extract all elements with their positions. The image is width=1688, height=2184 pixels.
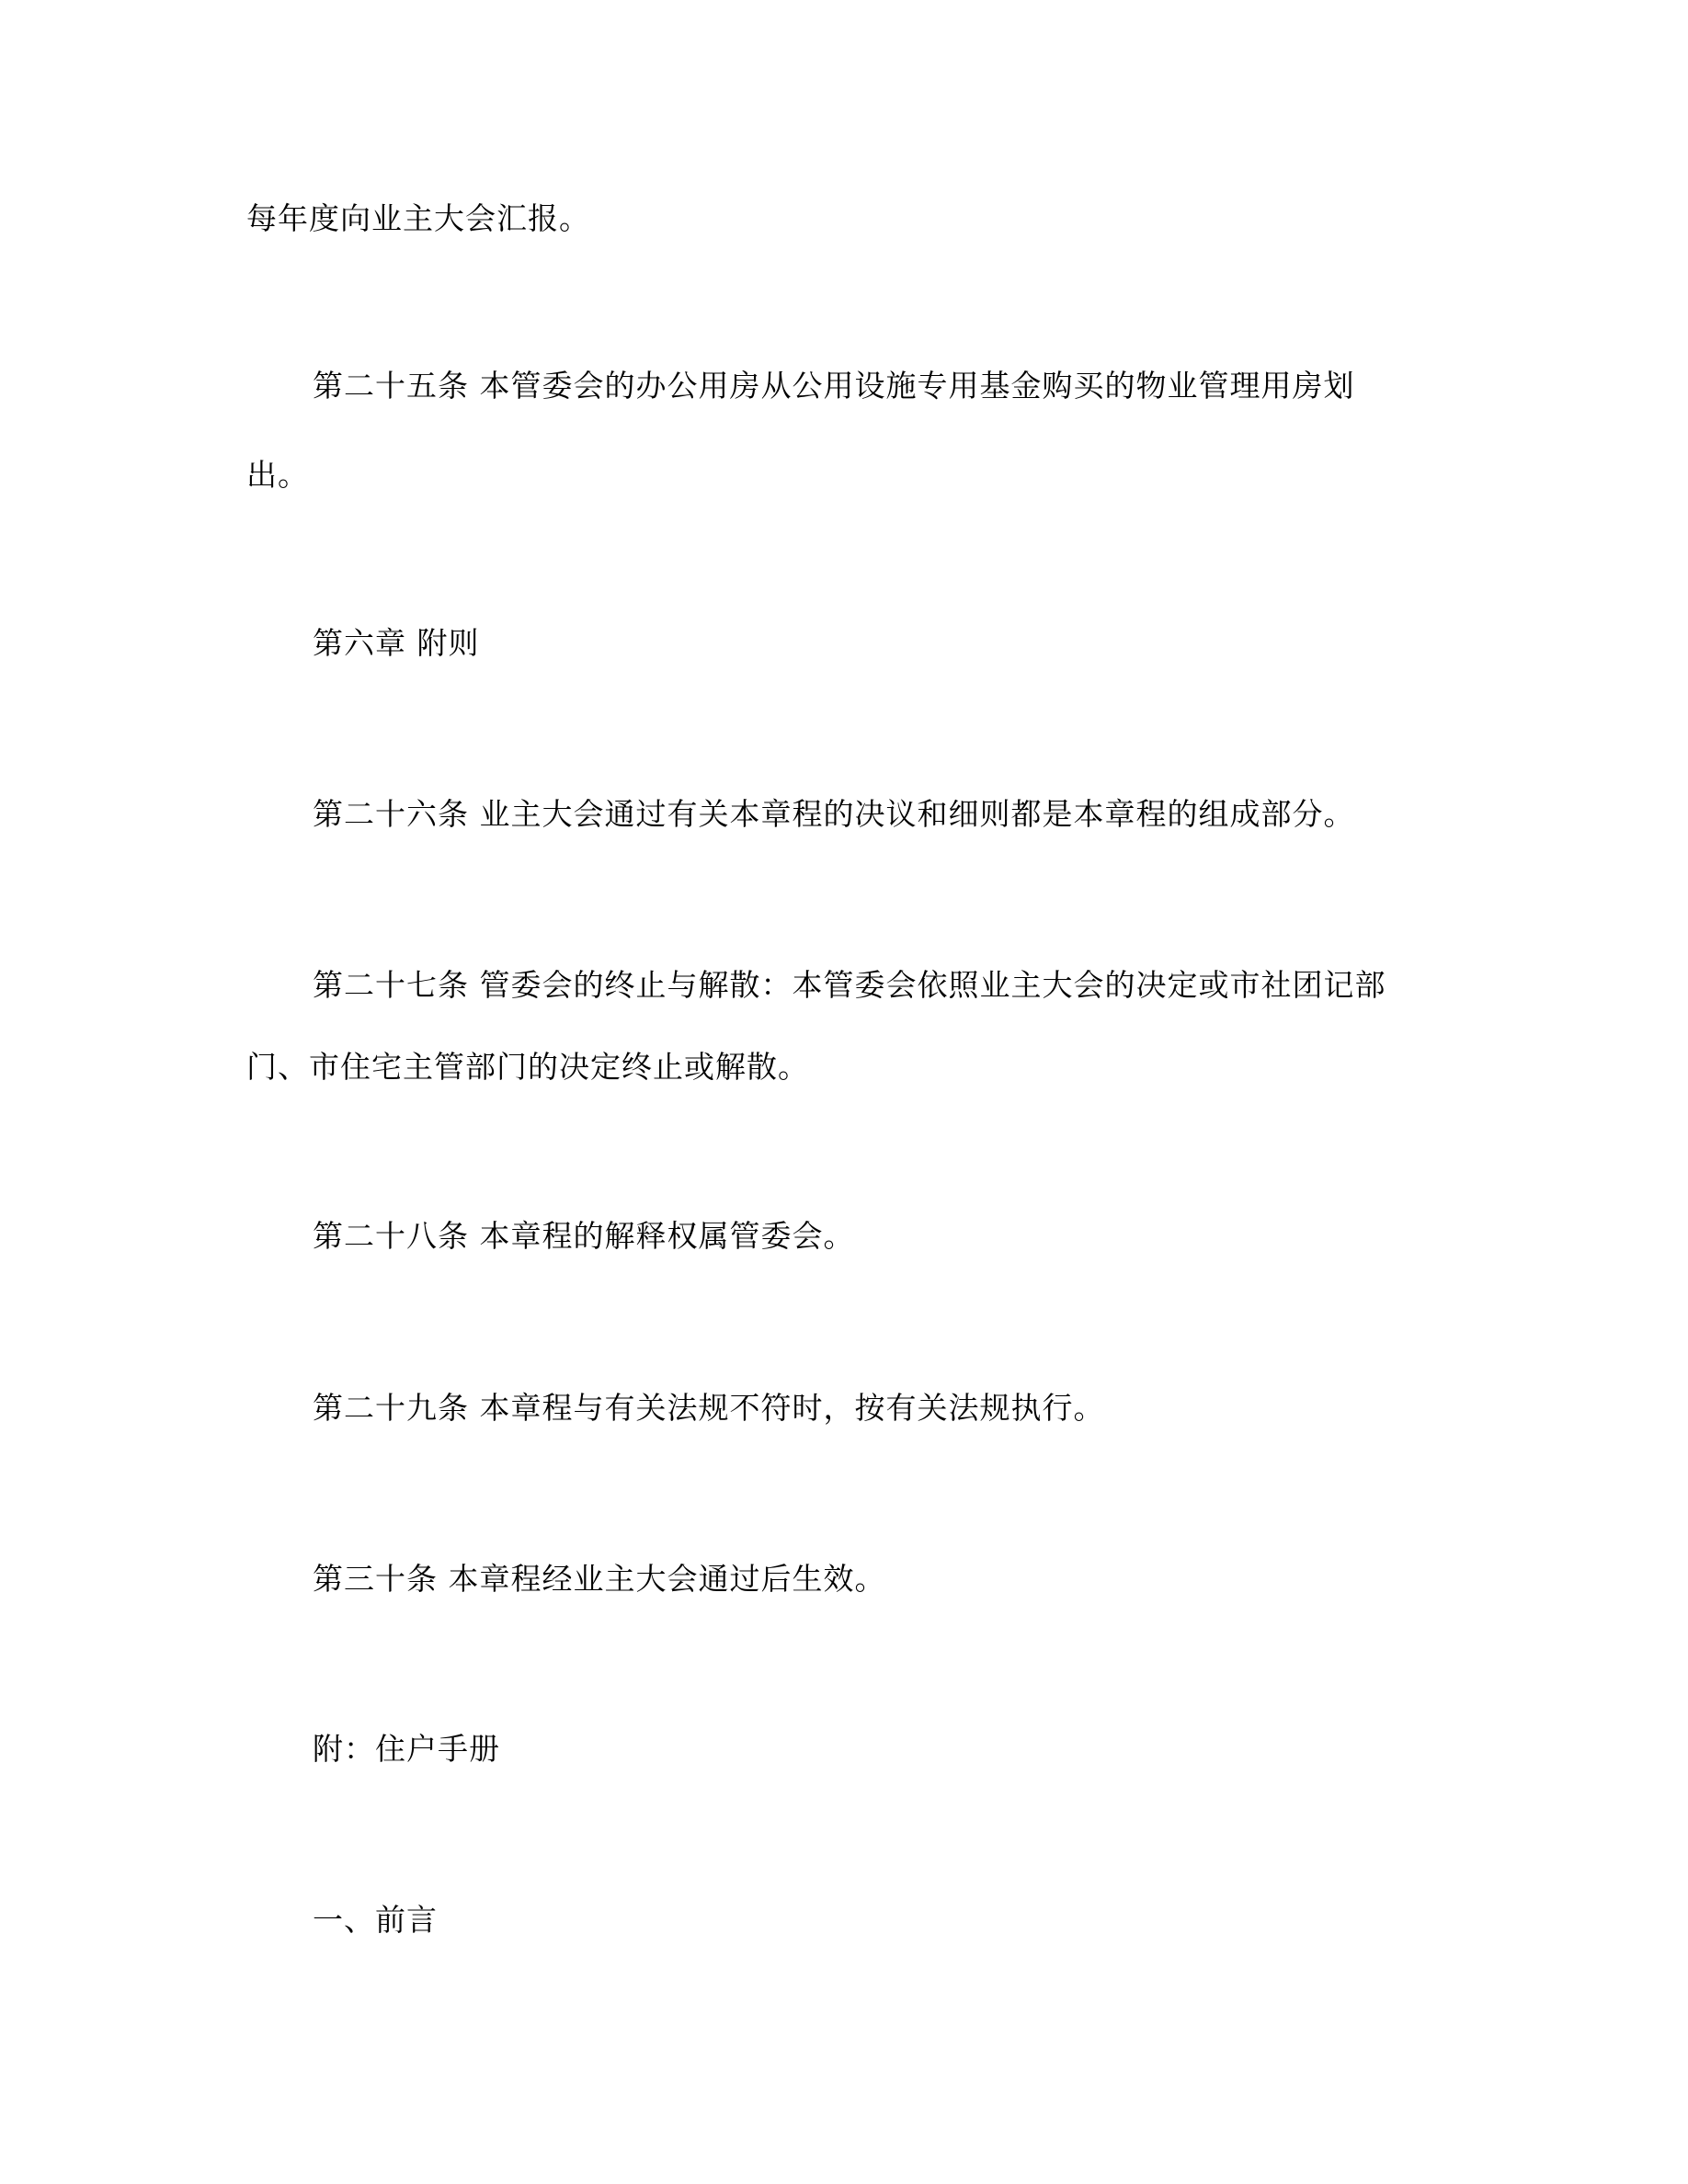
article-27-continued: 门、市住宅主管部门的决定终止或解散。: [246, 1049, 809, 1085]
article-30: 第三十条 本章程经业主大会通过后生效。: [313, 1561, 886, 1597]
article-26: 第二十六条 业主大会通过有关本章程的决议和细则都是本章程的组成部分。: [313, 796, 1355, 832]
article-25: 第二十五条 本管委会的办公用房从公用设施专用基金购买的物业管理用房划: [313, 368, 1355, 404]
appendix-heading: 附：住户手册: [313, 1731, 500, 1767]
section-preface-heading: 一、前言: [313, 1902, 438, 1938]
text-line-annual-report: 每年度向业主大会汇报。: [246, 200, 590, 236]
article-25-continued: 出。: [246, 457, 309, 493]
article-29: 第二十九条 本章程与有关法规不符时，按有关法规执行。: [313, 1390, 1105, 1426]
article-28: 第二十八条 本章程的解释权属管委会。: [313, 1218, 855, 1254]
article-27: 第二十七条 管委会的终止与解散：本管委会依照业主大会的决定或市社团记部: [313, 967, 1386, 1003]
chapter-6-heading: 第六章 附则: [313, 625, 480, 661]
